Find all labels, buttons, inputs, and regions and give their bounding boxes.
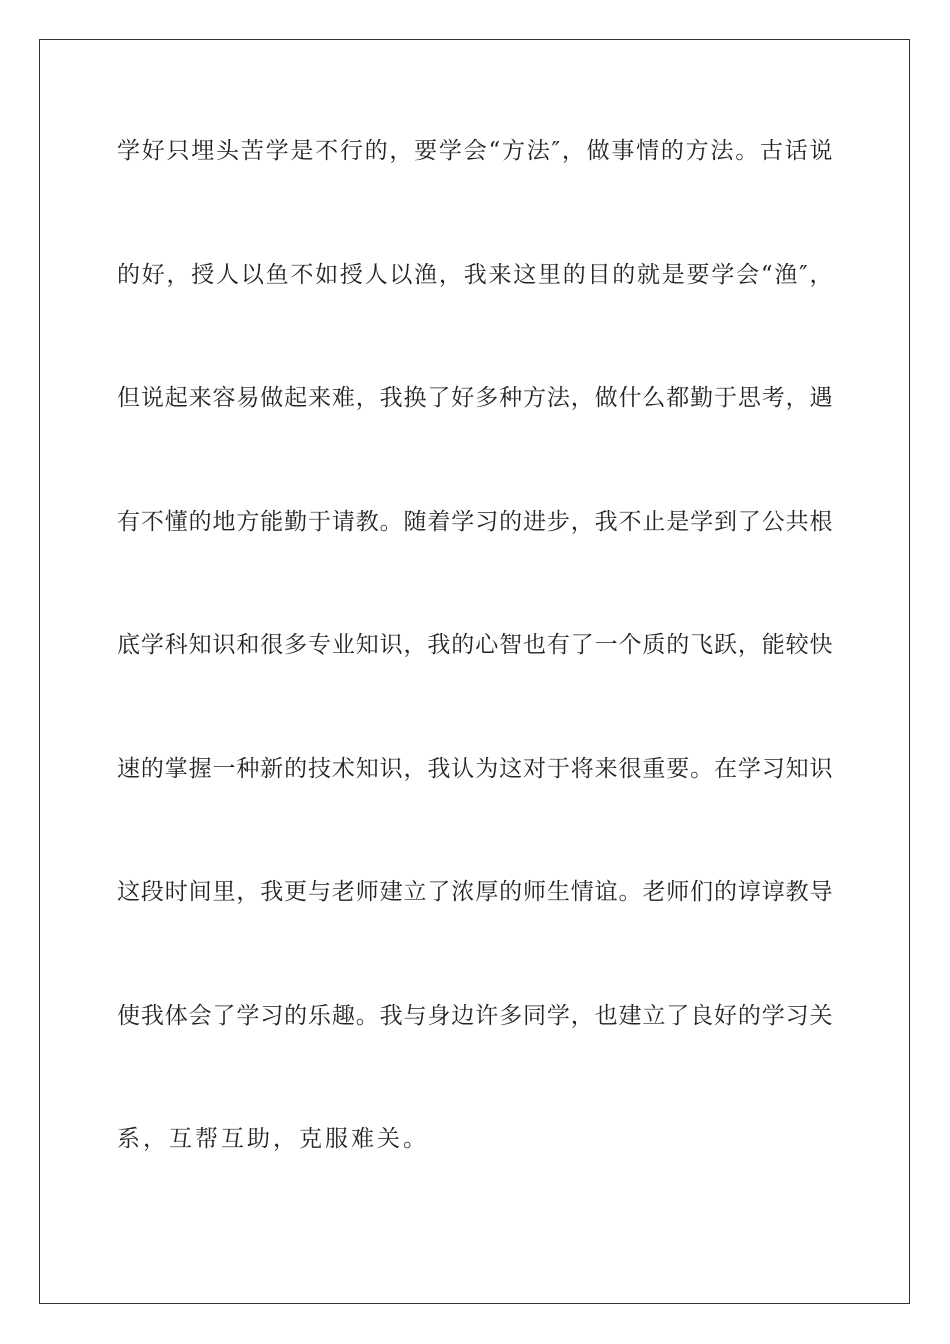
paragraph-line: 的好，授人以鱼不如授人以渔，我来这里的目的就是要学会“渔″， xyxy=(117,262,833,288)
page-frame xyxy=(39,39,910,1304)
paragraph-line: 使我体会了学习的乐趣。我与身边许多同学，也建立了良好的学习关 xyxy=(117,1003,833,1029)
paragraph-line: 系，互帮互助，克服难关。 xyxy=(117,1126,429,1152)
paragraph-line: 底学科知识和很多专业知识，我的心智也有了一个质的飞跃，能较快 xyxy=(117,632,833,658)
paragraph-line: 有不懂的地方能勤于请教。随着学习的进步，我不止是学到了公共根 xyxy=(117,509,833,535)
paragraph-line: 速的掌握一种新的技术知识，我认为这对于将来很重要。在学习知识 xyxy=(117,756,833,782)
paragraph-line: 但说起来容易做起来难，我换了好多种方法，做什么都勤于思考，遇 xyxy=(117,385,833,411)
paragraph-line: 这段时间里，我更与老师建立了浓厚的师生情谊。老师们的谆谆教导 xyxy=(117,879,833,905)
paragraph-line: 学好只埋头苦学是不行的，要学会“方法″，做事情的方法。古话说 xyxy=(117,138,833,164)
